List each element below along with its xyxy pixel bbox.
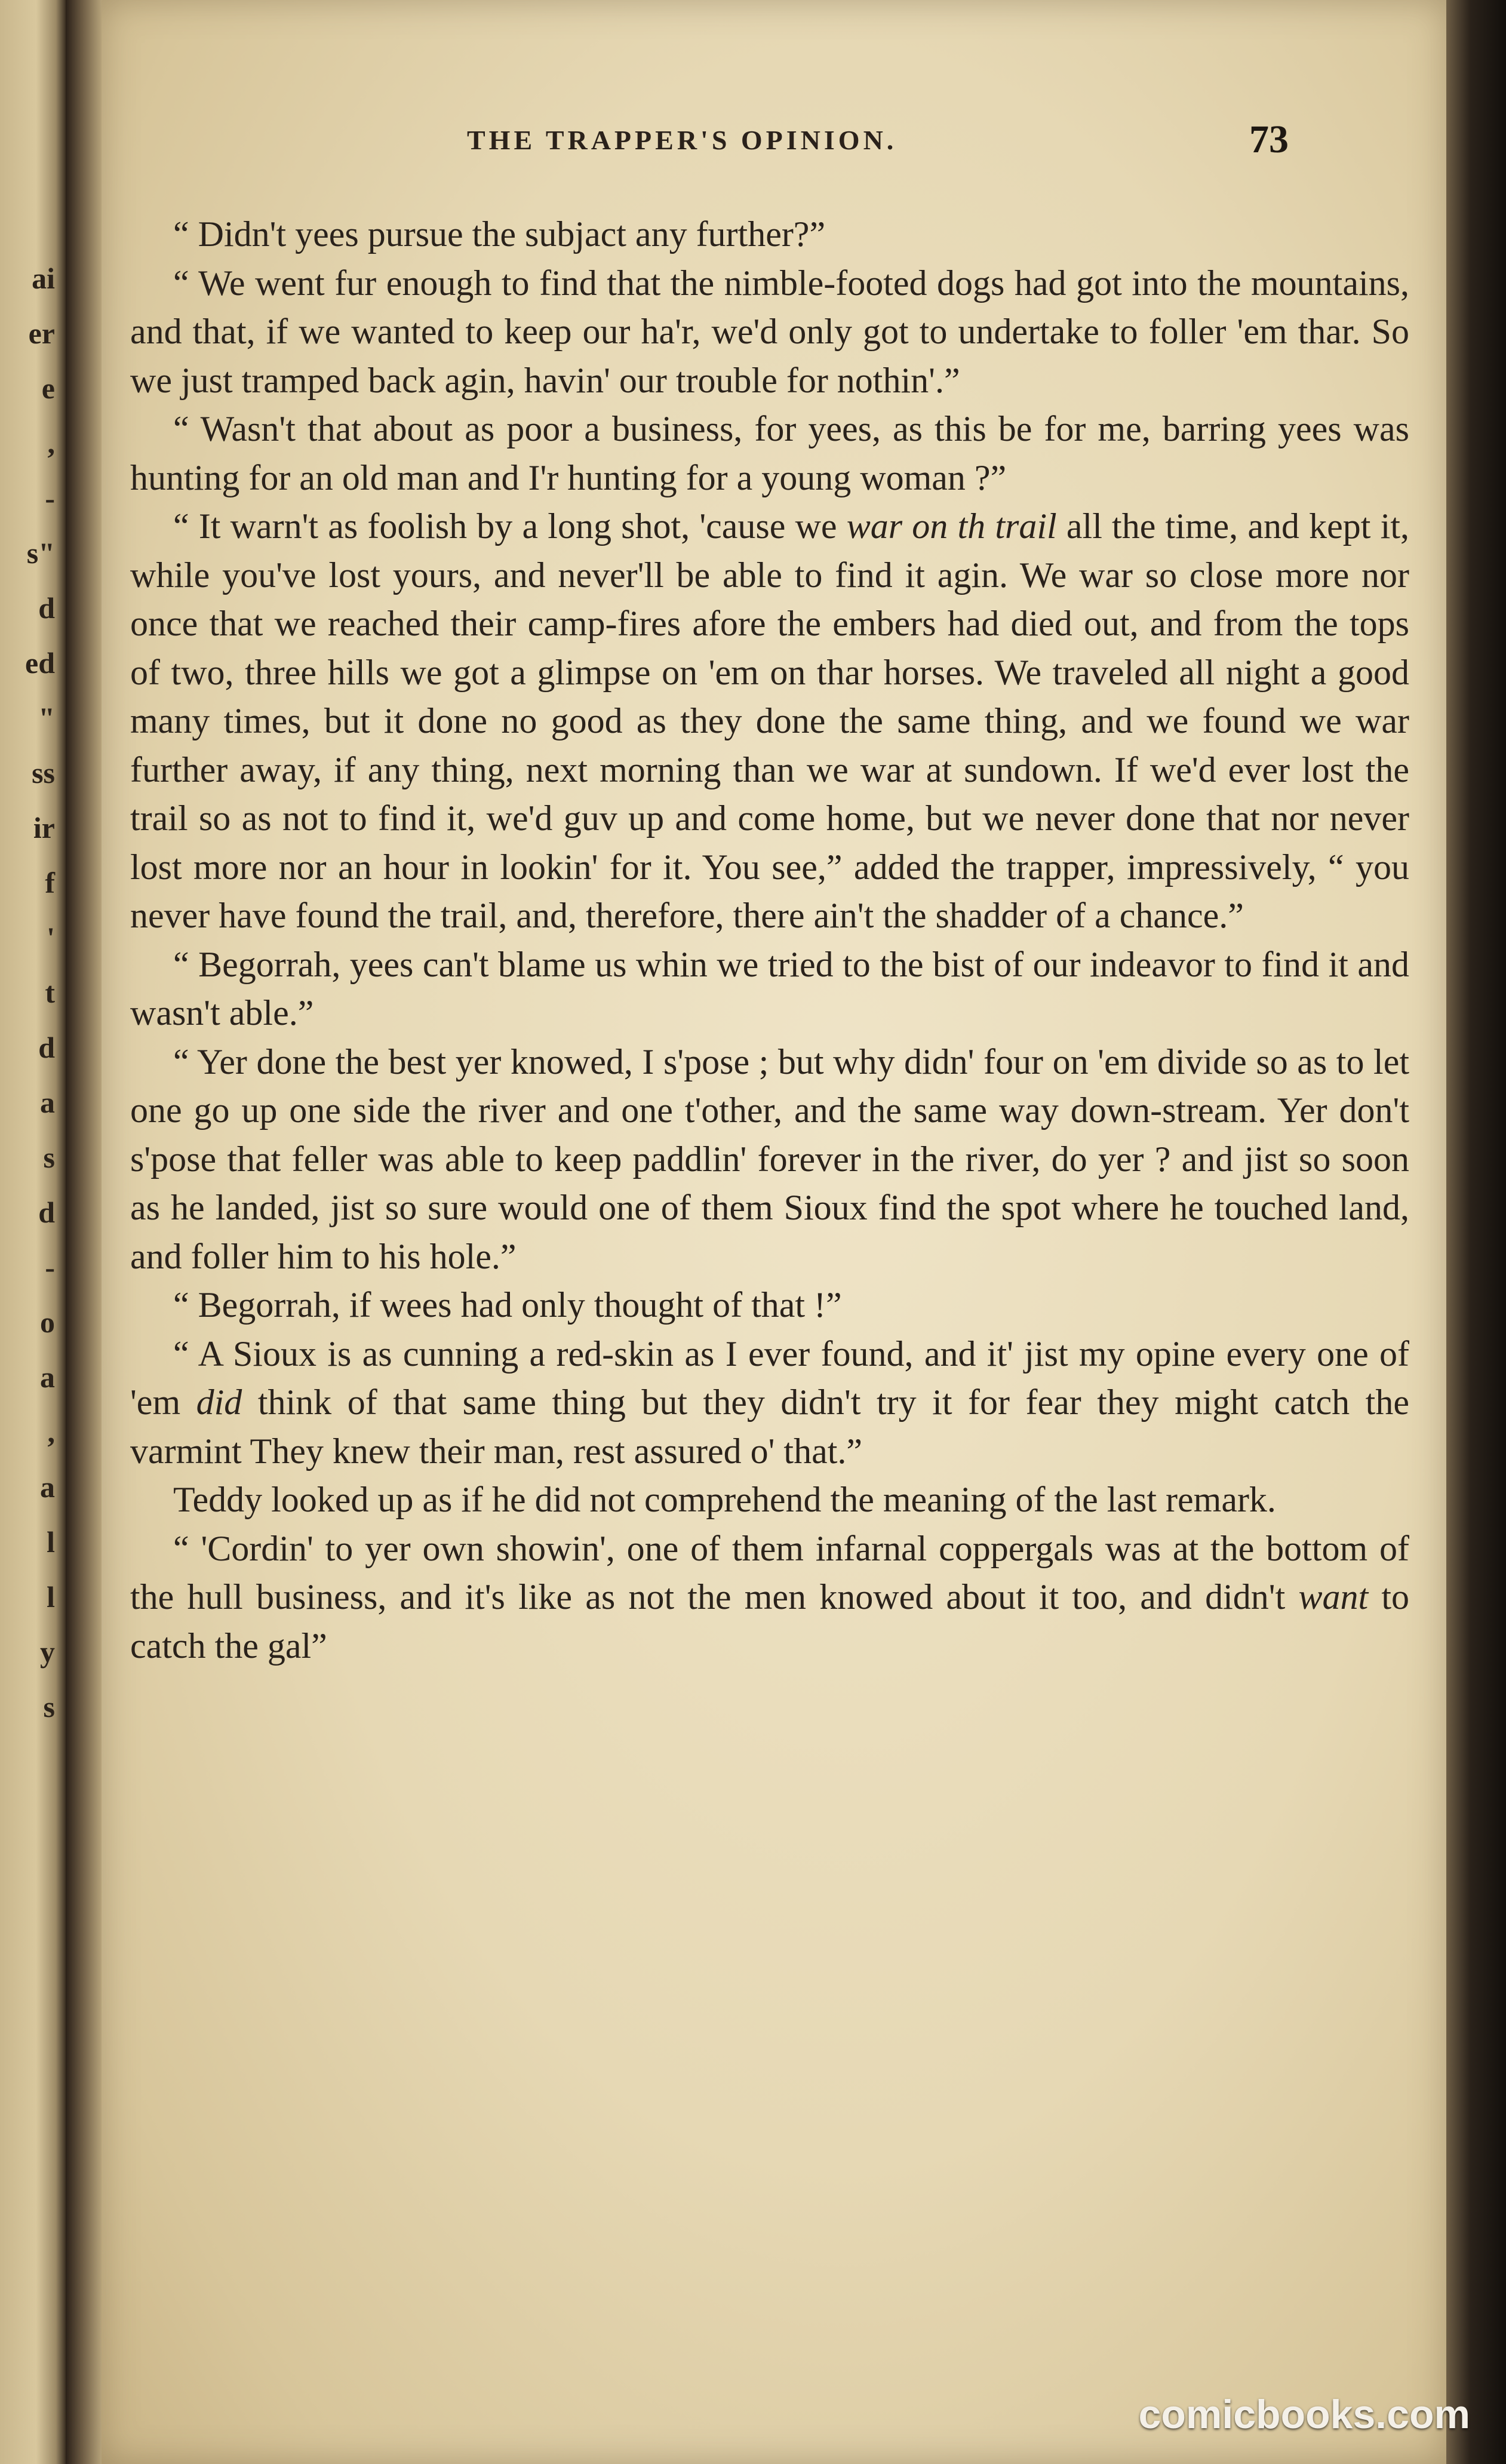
paragraph <box>130 1476 1409 1525</box>
italic-text: war on th <box>846 506 986 546</box>
previous-page-fragment: ai <box>32 262 55 295</box>
previous-page-fragment: , <box>47 426 55 460</box>
text-run: “ A Sioux is as cunning a red-skin as I ever found, and it' jist my opine every one of 'em <box>130 1334 1409 1422</box>
previous-page-fragment: t <box>45 976 55 1009</box>
previous-page-fragment: a <box>40 1360 55 1394</box>
text-run: “ Begorrah, yees can't blame us whin we tried to the bist of our indeavor to find it and wasn't able.” <box>130 944 1409 1033</box>
book-gutter <box>66 0 102 2464</box>
previous-page-edge <box>0 0 66 2464</box>
previous-page-fragment: ' <box>47 921 55 954</box>
paragraph <box>130 1038 1409 1282</box>
previous-page-fragment: d <box>38 1031 55 1064</box>
previous-page-text-fragments <box>0 251 60 2162</box>
previous-page-fragment: s" <box>26 536 55 570</box>
right-page-edge <box>1446 0 1506 2464</box>
text-run: “ Wasn't that about as poor a business, for yees, as this be for me, barring yees was hunting for an old man and I'r hunting for a young woman ?” <box>130 409 1409 497</box>
previous-page-fragment: y <box>40 1635 55 1669</box>
page-body-text <box>130 210 1409 1670</box>
text-run: “ Didn't yees pursue the subjact any further?” <box>173 214 826 254</box>
text-run: “ 'Cordin' to yer own showin', one of them infarnal coppergals was at the bottom of the hull business, and it's like as not the men knowed about it too, and didn't <box>130 1528 1409 1617</box>
running-head <box>102 119 1446 167</box>
previous-page-fragment: a <box>40 1470 55 1504</box>
text-run: all the time, and kept it, while you've lost yours, and never'll be able to find it agin. We war so close more nor once that we reached their camp-fires afore the embers had died out, and from the tops of two, three hills we got a glimpse on 'em on thar horses. We traveled all night a good many times, but it done no good as they done the same thing, and we found we war further away, if any thing, next morning than we war at sundown. If we'd ever lost the trail so as not to find it, we'd guv up and come home, but we never done that nor never lost more nor an hour in lookin' for it. You see,” added the trapper, impressively, “ you never have found the trail, and, therefore, there ain't the shadder of a chance.” <box>130 506 1410 935</box>
previous-page-fragment: s <box>43 1690 55 1723</box>
previous-page-fragment: , <box>47 1415 55 1449</box>
previous-page-fragment: - <box>45 481 55 515</box>
text-run: think of that same thing but they didn't try it for fear they might catch the varmint They knew their man, rest assured o' that.” <box>130 1382 1409 1471</box>
previous-page-fragment: l <box>47 1525 55 1559</box>
previous-page-fragment: ed <box>25 646 55 680</box>
text-run <box>985 506 995 546</box>
previous-page-fragment: d <box>38 1196 55 1229</box>
running-head-title: THE TRAPPER'S OPINION. <box>467 125 898 155</box>
paragraph <box>130 502 1409 941</box>
previous-page-fragment: ss <box>32 756 55 789</box>
text-run: to catch the gal” <box>130 1577 1409 1666</box>
previous-page-fragment: d <box>38 591 55 625</box>
previous-page-fragment: o <box>40 1305 55 1339</box>
previous-page-fragment: ir <box>33 811 55 844</box>
paragraph <box>130 210 1409 259</box>
italic-text: trail <box>995 506 1057 546</box>
text-run: “ We went fur enough to find that the nimble-footed dogs had got into the mountains, and that, if we wanted to keep our ha'r, we'd only got to undertake to foller 'em thar. So we just tramped back agin, havin' our trouble for nothin'.” <box>130 263 1409 400</box>
page-number: 73 <box>1249 118 1289 161</box>
text-run: “ Yer done the best yer knowed, I s'pose ; but why didn' four on 'em divide so as to let one go up one side the river and one t'other, and the same way down-stream. Yer don't s'pose that feller was able to keep paddlin' forever in the river, do yer ? and jist so soon as he landed, jist so sure would one of them Sioux find the spot where he touched land, and foller him to his hole.” <box>130 1041 1409 1276</box>
book-page <box>102 0 1446 2464</box>
previous-page-fragment: " <box>38 701 55 735</box>
previous-page-fragment: e <box>41 371 55 405</box>
italic-text: want <box>1298 1577 1369 1617</box>
previous-page-fragment: er <box>28 317 55 350</box>
paragraph <box>130 259 1409 405</box>
text-run: Teddy looked up as if he did not comprehend the meaning of the last remark. <box>173 1480 1276 1519</box>
previous-page-fragment: s <box>43 1141 55 1174</box>
previous-page-fragment: f <box>45 866 55 899</box>
text-run: “ It warn't as foolish by a long shot, 'cause we <box>173 506 847 546</box>
text-run: “ Begorrah, if wees had only thought of that !” <box>173 1285 842 1325</box>
paragraph <box>130 1330 1409 1476</box>
paragraph <box>130 941 1409 1038</box>
previous-page-fragment: - <box>45 1251 55 1284</box>
paragraph <box>130 1525 1409 1671</box>
site-watermark: comicbooks.com <box>1138 2392 1470 2437</box>
italic-text: did <box>196 1382 242 1422</box>
paragraph <box>130 1281 1409 1330</box>
previous-page-fragment: l <box>47 1580 55 1614</box>
paragraph <box>130 405 1409 502</box>
previous-page-fragment: a <box>40 1086 55 1119</box>
